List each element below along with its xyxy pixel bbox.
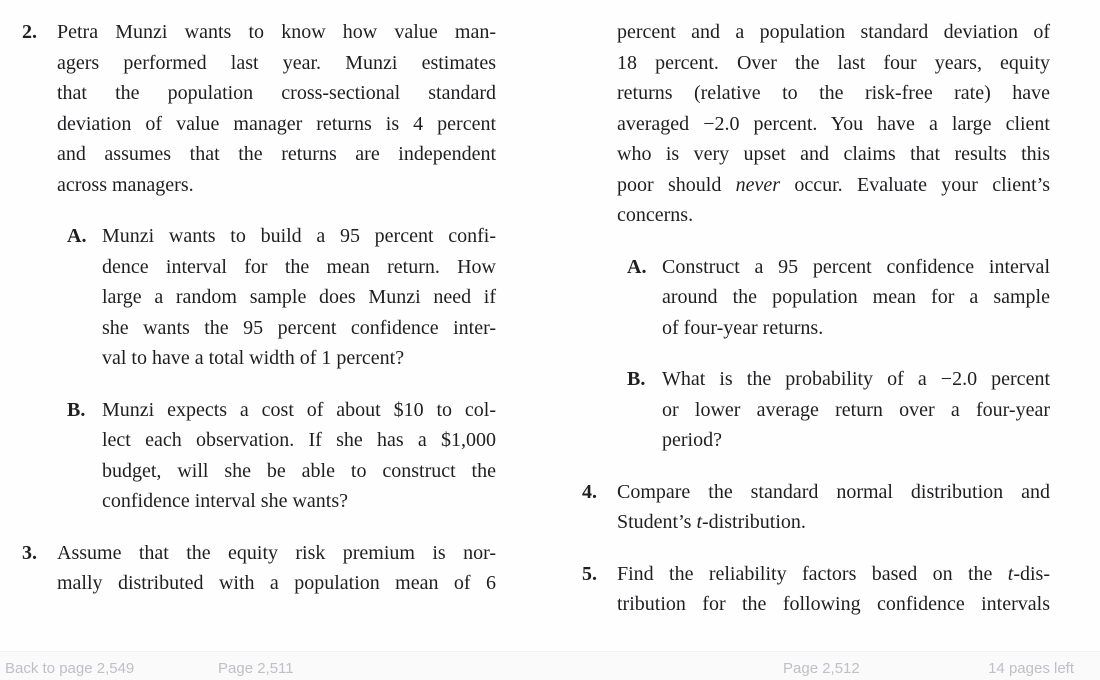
list-marker: 5.: [582, 562, 597, 585]
list-item: [22, 538, 496, 599]
back-to-page-link[interactable]: Back to page 2,549: [5, 660, 135, 677]
right-column: [582, 17, 1050, 620]
text-line: percent and a population standard deviation of: [617, 21, 1050, 43]
text-line: large a random sample does Munzi need if: [102, 286, 496, 308]
text-line: Find the reliability factors based on the t-dis-: [617, 562, 1050, 585]
paragraph: [102, 221, 496, 374]
list-marker: B.: [67, 398, 86, 421]
list-item: [582, 17, 1050, 231]
text-line: that the population cross-sectional standard: [57, 82, 496, 104]
text-line: confidence interval she wants?: [102, 490, 349, 512]
left-column: [22, 17, 496, 620]
text-line: across managers.: [57, 173, 194, 196]
list-item: [22, 17, 496, 200]
list-item: [22, 221, 496, 374]
text-line: What is the probability of a −2.0 percent: [662, 368, 1050, 390]
paragraph: [662, 252, 1050, 344]
text-line: Construct a 95 percent confidence interval: [662, 255, 1050, 278]
paragraph: [617, 17, 1050, 231]
text-line: agers performed last year. Munzi estimates: [57, 51, 496, 74]
list-item: [582, 559, 1050, 620]
text-line: concerns.: [617, 204, 694, 226]
list-marker: 3.: [22, 541, 37, 564]
list-item: [22, 395, 496, 517]
text-line: and assumes that the returns are independent: [57, 143, 496, 165]
text-line: 18 percent. Over the last four years, equity: [617, 51, 1050, 74]
text-line: who is very upset and claims that results this: [617, 143, 1050, 165]
text-line: val to have a total width of 1 percent?: [102, 347, 405, 369]
paragraph: [662, 364, 1050, 456]
text-line: mally distributed with a population mean of 6: [57, 572, 496, 594]
paragraph: [617, 559, 1050, 620]
text-line: averaged −2.0 percent. You have a large client: [617, 112, 1050, 135]
list-marker: 4.: [582, 480, 597, 503]
list-marker: A.: [67, 225, 87, 247]
list-marker: B.: [627, 368, 646, 390]
text-line: budget, will she be able to construct the: [102, 459, 496, 482]
paragraph: [57, 17, 496, 200]
text-line: Student’s t-distribution.: [617, 511, 806, 533]
left-page-number: Page 2,511: [218, 660, 294, 677]
text-line: dence interval for the mean return. How: [102, 255, 496, 278]
text-line: deviation of value manager returns is 4 percent: [57, 112, 496, 135]
text-line: of four-year returns.: [662, 316, 824, 339]
text-line: Assume that the equity risk premium is nor-: [57, 541, 496, 564]
text-line: around the population mean for a sample: [662, 286, 1050, 308]
paragraph: [102, 395, 496, 517]
text-line: Munzi wants to build a 95 percent confi-: [102, 225, 496, 247]
list-marker: [582, 17, 617, 231]
text-line: returns (relative to the risk-free rate) have: [617, 82, 1050, 104]
text-line: lect each observation. If she has a $1,000: [102, 429, 496, 451]
list-item: [582, 364, 1050, 456]
pages-left-label: 14 pages left: [988, 660, 1074, 677]
text-line: Compare the standard normal distribution and: [617, 480, 1050, 503]
reader-footer: [0, 651, 1100, 680]
right-page-number: Page 2,512: [783, 660, 860, 677]
list-marker: A.: [627, 255, 647, 278]
list-item: [582, 252, 1050, 344]
text-line: Petra Munzi wants to know how value man-: [57, 21, 496, 43]
reading-area: [22, 17, 1050, 620]
text-line: tribution for the following confidence intervals: [617, 593, 1050, 615]
paragraph: [57, 538, 496, 599]
list-item: [582, 477, 1050, 538]
paragraph: [617, 477, 1050, 538]
text-line: she wants the 95 percent confidence inter-: [102, 316, 496, 339]
text-line: period?: [662, 429, 722, 451]
list-marker: 2.: [22, 21, 37, 43]
text-line: or lower average return over a four-year: [662, 398, 1050, 421]
text-line: poor should never occur. Evaluate your client’s: [617, 173, 1050, 196]
text-line: Munzi expects a cost of about $10 to col-: [102, 398, 496, 421]
